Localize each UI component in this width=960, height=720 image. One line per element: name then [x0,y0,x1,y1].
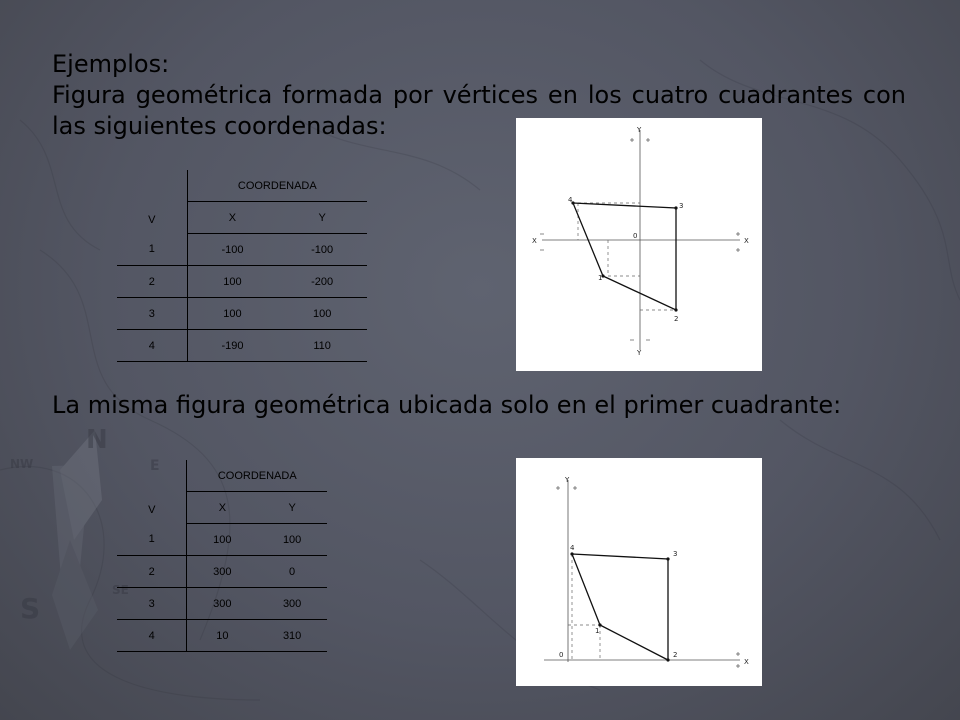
table1-cell-v: 3 [117,298,187,330]
vertex-label-1: 1 [595,627,600,635]
polygon-shape [573,203,676,310]
table-row [117,266,367,298]
table1-cell-y: -100 [277,234,367,266]
table1-cell-y: 110 [277,330,367,362]
vertex-label-3: 3 [673,550,678,558]
svg-text:NW: NW [10,457,34,471]
guide-lines [578,203,676,310]
table1-cell-x: -100 [187,234,277,266]
sign-marks [556,486,740,668]
diagram-first-quadrant [516,458,762,686]
origin-label: 0 [559,651,564,659]
table2-cell-y: 0 [257,556,327,588]
table2-cell-x: 300 [187,588,257,620]
table2-cell-x: 10 [187,620,257,652]
svg-text:E: E [150,458,160,474]
vertex-dots [571,201,677,311]
axis-label-x-right: X [744,237,749,245]
table1-cell-v: 2 [117,266,187,298]
axis-label-y: Y [565,476,570,484]
table1-group-header: COORDENADA [187,170,367,202]
table2-cell-v: 4 [117,620,187,652]
table1-cell-v: 1 [117,234,187,266]
table2-cell-v: 2 [117,556,187,588]
svg-text:SE: SE [112,583,129,597]
vertex-label-4: 4 [568,196,573,204]
table-row [117,524,327,556]
heading: Ejemplos: [52,50,170,78]
table1-cell-x: 100 [187,266,277,298]
table2-cell-y: 300 [257,588,327,620]
origin-label: 0 [633,232,638,240]
table2-cell-y: 100 [257,524,327,556]
table1-cell-y: 100 [277,298,367,330]
table2-group-header: COORDENADA [187,460,327,492]
table1-col-v-header: V [117,170,187,234]
table-row [117,298,367,330]
table-row [117,234,367,266]
table-row [117,556,327,588]
diagram-four-quadrants [516,118,762,371]
subtitle: La misma figura geométrica ubicada solo en el primer cuadrante: [52,391,842,419]
table1-col-y-header: Y [277,202,367,234]
table-row [117,620,327,652]
table-row [117,330,367,362]
table-row [117,588,327,620]
table2-col-y-header: Y [257,492,327,524]
table2-col-v-header: V [117,460,187,524]
table2-cell-x: 100 [187,524,257,556]
svg-text:S: S [20,592,41,625]
axis-label-y-top: Y [637,126,642,134]
table1-cell-v: 4 [117,330,187,362]
polygon-shape [572,554,668,660]
description: Figura geométrica formada por vértices en los cuatro cuadrantes con las siguientes coordenadas: [52,81,906,140]
table1-cell-y: -200 [277,266,367,298]
axis-label-x: X [744,658,749,666]
coordinates-table-four-quadrants [117,170,367,362]
vertex-dots [570,552,669,661]
table2-cell-v: 1 [117,524,187,556]
axis-label-y-bottom: Y [637,349,642,357]
vertex-label-3: 3 [679,202,684,210]
vertex-label-4: 4 [570,544,575,552]
vertex-label-2: 2 [673,651,678,659]
table1-col-x-header: X [187,202,277,234]
table1-cell-x: -190 [187,330,277,362]
guide-lines [568,554,600,660]
table2-col-x-header: X [187,492,257,524]
table1-cell-x: 100 [187,298,277,330]
table2-cell-x: 300 [187,556,257,588]
table2-cell-v: 3 [117,588,187,620]
svg-text:N: N [86,425,108,455]
table2-cell-y: 310 [257,620,327,652]
vertex-label-2: 2 [674,315,679,323]
coordinates-table-first-quadrant [117,460,327,652]
axis-label-x-left: X [532,237,537,245]
vertex-label-1: 1 [598,274,603,282]
